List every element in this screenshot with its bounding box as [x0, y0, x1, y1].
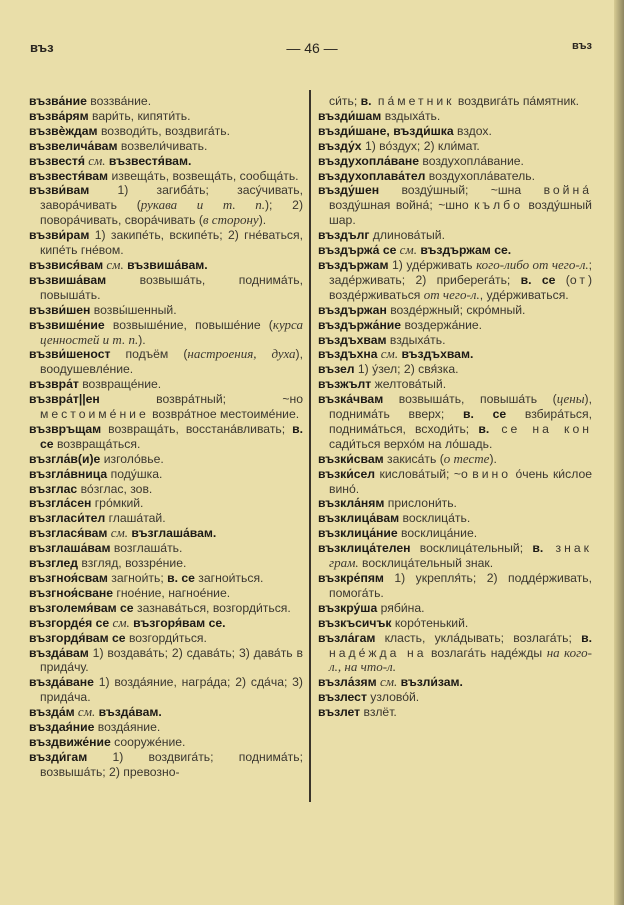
translation-text: длинова́тый. — [369, 228, 445, 243]
dictionary-entry — [29, 273, 303, 303]
dictionary-entry — [29, 347, 303, 377]
dictionary-entry — [318, 243, 592, 258]
translation-text: глаша́тай. — [105, 511, 166, 526]
headword: възгоря́вам се. — [129, 615, 226, 630]
headword: въздържа́ние — [318, 317, 402, 332]
headword: възвръщам — [29, 421, 102, 436]
headword: възгла́в(и)е — [29, 451, 101, 466]
headword: възклица́телен — [318, 541, 411, 556]
translation-text: возда́яние. — [94, 720, 161, 735]
usage-note: см. — [74, 704, 96, 720]
headword: възвестя́вам. — [105, 153, 192, 168]
headword: въздържам — [318, 257, 389, 272]
headword: въздържам се. — [416, 243, 512, 258]
translation-text: узлово́й. — [366, 690, 420, 705]
headword: възглаша́вам. — [128, 526, 217, 541]
translation-text: 1) возда́яние, награ́да; 2) сда́ча; 3) прида́ча. — [40, 675, 303, 705]
headword: възвися́вам — [29, 257, 104, 272]
headword: възголемя́вам се — [29, 600, 134, 615]
dictionary-entry — [29, 616, 303, 631]
headword: в. се — [520, 272, 556, 287]
headword: възда́вам. — [95, 705, 162, 720]
dictionary-entry — [318, 333, 592, 348]
headword: възгорде́я се — [29, 615, 110, 630]
translation-text: , уде́рживаться. — [479, 287, 569, 302]
usage-note: см. — [103, 256, 124, 272]
translation-text: 1) воздава́ть; 2) сдава́ть; 3) дава́ть в прида́чу. — [40, 645, 303, 675]
dictionary-entry — [318, 616, 592, 631]
translation-text: 1) уде́рживать — [388, 257, 477, 272]
usage-note: цены — [556, 391, 585, 407]
headword: въздухоплава́тел — [318, 168, 426, 183]
translation-text: возводи́ть, воздвига́ть. — [97, 123, 230, 138]
dictionary-entry — [29, 94, 303, 109]
example-phrase: вино — [472, 466, 512, 481]
headword: възкре́пям — [318, 571, 384, 585]
headword: възди́шам — [318, 108, 382, 123]
translation-text: 1) воздвига́ть; поднима́ть; возвыша́ть; 2) превозно- — [40, 749, 303, 779]
headword: в. се — [167, 571, 195, 585]
dictionary-entry — [318, 601, 592, 616]
translation-text: возлага́ть наде́жды — [426, 645, 547, 660]
dictionary-entry — [29, 183, 303, 228]
translation-text: ); 2) повора́чивать, свора́чивать ( — [40, 198, 304, 228]
headword: възди́гам — [29, 749, 88, 764]
headword: възжълт — [318, 377, 372, 392]
translation-text: возвраща́ться. — [53, 436, 141, 451]
dictionary-entry — [318, 228, 592, 243]
headword: възгордя́вам се — [29, 630, 126, 645]
headword: в. — [360, 94, 372, 108]
headword: възгноя́сване — [29, 585, 113, 600]
headword: възгноя́свам — [29, 571, 108, 585]
dictionary-entry — [29, 303, 303, 318]
translation-text: возвели́чивать. — [117, 138, 208, 153]
dictionary-entry — [29, 556, 303, 571]
translation-text: ( — [555, 272, 570, 287]
translation-text: 1) у́зел; 2) свя́зка. — [354, 362, 459, 377]
headword: възвиша́вам — [29, 272, 107, 287]
headword: възла́зям — [318, 675, 377, 690]
running-head-left: въз — [30, 40, 54, 55]
headword: въздъхна — [318, 347, 378, 362]
headword: въздая́ние — [29, 720, 95, 735]
translation-text: 1) закипе́ть, вскипе́ть; 2) гне́ваться, кипе́ть гне́вом. — [40, 228, 303, 258]
dictionary-entry — [29, 258, 303, 273]
dictionary-entry — [318, 183, 592, 228]
dictionary-entry — [29, 750, 303, 780]
dictionary-entry — [318, 452, 592, 467]
example-phrase: знак — [543, 541, 592, 556]
dictionary-entry — [318, 347, 592, 362]
dictionary-entry — [29, 482, 303, 497]
translation-text: поду́шка. — [107, 466, 163, 481]
dictionary-entry — [318, 258, 592, 303]
translation-text: прислони́ть. — [384, 496, 457, 511]
headword: възкла́ням — [318, 496, 385, 511]
dictionary-entry — [318, 631, 592, 676]
headword: възвра́т||ен — [29, 392, 100, 407]
translation-text: си́ть; — [329, 94, 361, 108]
translation-text: коро́тенький. — [391, 615, 469, 630]
headword: възду́х — [318, 138, 362, 153]
headword: въздвиже́ние — [29, 734, 111, 749]
headword: възвѐждам — [29, 123, 98, 138]
translation-text: взбира́ться, поднима́ться, всходи́ть; — [329, 407, 592, 436]
dictionary-entry — [318, 541, 592, 571]
translation-text: возвыша́ть, поднима́ть, повыша́ть. — [40, 272, 303, 302]
example-phrase: се на кон — [489, 421, 592, 436]
running-head-right: въз — [572, 40, 592, 52]
translation-text: взлёт. — [360, 705, 397, 720]
usage-note: грам. — [329, 555, 359, 571]
headword: в. — [478, 421, 490, 436]
headword: възду́шен — [318, 183, 380, 198]
dictionary-entry — [318, 571, 592, 601]
headword: възглас — [29, 481, 78, 496]
headword: въздълг — [318, 228, 370, 243]
headword: възвелича́вам — [29, 138, 118, 153]
headword: въздържан — [318, 302, 387, 317]
dictionary-entry — [318, 496, 592, 511]
dictionary-entry — [318, 705, 592, 720]
translation-text: изголо́вье. — [100, 451, 164, 466]
example-phrase: кълбо — [474, 198, 523, 213]
translation-text: ). — [138, 332, 146, 347]
dictionary-entry — [318, 154, 592, 169]
dictionary-entry — [318, 303, 592, 318]
headword: възвише́ние — [29, 317, 105, 332]
dictionary-entry — [29, 139, 303, 154]
dictionary-entry — [29, 452, 303, 467]
dictionary-entry — [318, 392, 592, 452]
headword: в. се — [462, 407, 507, 422]
headword: възгла́вница — [29, 466, 108, 481]
example-phrase: от — [569, 272, 588, 287]
usage-note: см. — [109, 614, 130, 630]
translation-text: восклица́тельный знак. — [358, 556, 494, 571]
dictionary-entry — [29, 646, 303, 676]
dictionary-entry — [29, 109, 303, 124]
translation-text: ). — [489, 451, 497, 466]
headword: възклица́ние — [318, 526, 398, 541]
headword: възви́рам — [29, 228, 90, 243]
translation-text: возвра́тное местоиме́ние. — [148, 407, 300, 422]
headword: възви́вам — [29, 183, 90, 198]
usage-note: см. — [376, 674, 398, 690]
headword: въздъхвам — [318, 332, 387, 347]
translation-text: извеща́ть, возвеща́ть, сообща́ть. — [108, 168, 299, 183]
dictionary-entry — [29, 228, 303, 258]
translation-text: закиса́ть ( — [383, 451, 444, 466]
headword: в. — [581, 630, 592, 645]
translation-text: ) возде́рживаться — [329, 272, 592, 302]
dictionary-entry — [29, 154, 303, 169]
headword: възлест — [318, 690, 367, 705]
dictionary-entry — [318, 467, 592, 497]
dictionary-entry — [29, 571, 303, 586]
translation-text: загнои́ть; — [107, 571, 168, 585]
usage-note: настроения, духа — [187, 346, 296, 362]
dictionary-entry — [29, 318, 303, 348]
usage-note: о тесте — [443, 450, 490, 466]
translation-text: вздыха́ть. — [386, 332, 446, 347]
translation-text: вздох. — [453, 123, 492, 138]
example-phrase: наде́жда на — [329, 645, 427, 660]
headword: възда́вам — [29, 645, 89, 660]
translation-text: воздержа́ние. — [401, 317, 483, 332]
dictionary-entry — [318, 124, 592, 139]
headword: възки́свам — [318, 451, 384, 466]
translation-text: воздухопла́вание. — [419, 153, 524, 168]
dictionary-entry — [318, 362, 592, 377]
translation-text: воззва́ние. — [86, 94, 152, 108]
translation-text: 1) укрепля́ть; 2) подде́рживать, помога́ть. — [329, 571, 592, 600]
dictionary-entry — [29, 392, 303, 422]
headword: възгласи́тел — [29, 511, 106, 526]
headword: в. се — [40, 421, 303, 451]
translation-text: вздыха́ть. — [381, 108, 441, 123]
dictionary-entry — [318, 690, 592, 705]
dictionary-entry — [29, 720, 303, 735]
usage-note: рукава и т. п. — [140, 197, 265, 213]
headword: възвра́т — [29, 377, 79, 392]
headword: възвиша́вам. — [123, 257, 208, 272]
translation-text: ), поднима́ть вверх; — [329, 392, 592, 422]
translation-text: вари́ть, кипяти́ть. — [88, 108, 191, 123]
translation-text: о́чень ки́слое вино́. — [329, 466, 593, 496]
dictionary-entry — [318, 675, 592, 690]
translation-text: возду́шный; ~шна — [379, 183, 544, 198]
usage-note: кого-либо от чего-л. — [476, 256, 589, 272]
translation-text: зазнава́ться, возгорди́ться. — [133, 600, 291, 615]
dictionary-entry — [318, 169, 592, 184]
translation-text: 1) во́здух; 2) кли́мат. — [361, 138, 480, 153]
translation-text: воздухопла́ватель. — [425, 168, 535, 183]
headword: възви́шен — [29, 302, 91, 317]
translation-text: сади́ться верхо́м на ло́шадь. — [329, 436, 493, 451]
left-column — [29, 94, 303, 780]
dictionary-entry — [318, 139, 592, 154]
translation-text: возвраща́ть, восстана́вливать; — [101, 421, 293, 436]
headword: възла́гам — [318, 630, 376, 645]
dictionary-entry — [29, 541, 303, 556]
headword: възклица́вам — [318, 511, 400, 526]
dictionary-entry — [318, 94, 592, 109]
translation-text: возвы́шенный. — [90, 302, 177, 317]
usage-note: курса ценностей и т. п. — [40, 316, 303, 347]
dictionary-entry — [29, 467, 303, 482]
dictionary-entry — [29, 496, 303, 511]
headword: възглася́вам — [29, 526, 108, 541]
dictionary-entry — [318, 526, 592, 541]
dictionary-entry — [29, 526, 303, 541]
headword: възки́сел — [318, 466, 376, 481]
dictionary-entry — [318, 377, 592, 392]
translation-text: ; заде́рживать; 2) приберега́ть; — [329, 257, 593, 287]
translation-text: возвраще́ние. — [78, 377, 162, 392]
translation-text: возвыше́ние, повыше́ние ( — [104, 317, 273, 332]
usage-note: см. — [84, 152, 106, 168]
headword: въздъхвам. — [398, 347, 474, 362]
headword: възкру́ша — [318, 600, 378, 615]
headword: възда́ване — [29, 675, 94, 690]
usage-note: см. — [396, 242, 417, 258]
usage-note: см. — [377, 346, 399, 362]
translation-text: возвыша́ть, повыша́ть ( — [383, 392, 557, 407]
page-number: — 46 — — [286, 40, 338, 56]
dictionary-entry — [29, 422, 303, 452]
headword: възка́чвам — [318, 392, 384, 407]
usage-note: см. — [107, 525, 129, 541]
headword: възли́зам. — [397, 675, 463, 690]
dictionary-entry — [318, 318, 592, 333]
headword: възглед — [29, 556, 78, 571]
headword: възва́рям — [29, 108, 89, 123]
headword: възглаша́вам — [29, 541, 111, 556]
translation-text: ряби́на. — [377, 600, 425, 615]
example-phrase: па́метник — [371, 94, 455, 108]
translation-text: ). — [258, 213, 267, 228]
headword: възкъсичък — [318, 615, 392, 630]
translation-text: загнои́ться. — [194, 571, 264, 585]
translation-text: сооруже́ние. — [110, 734, 186, 749]
right-column — [318, 94, 592, 720]
translation-text: гро́мкий. — [91, 496, 144, 511]
headword: възва́ние — [29, 94, 87, 108]
example-phrase: война́ — [543, 183, 592, 198]
dictionary-entry — [29, 675, 303, 705]
translation-text: возвра́тный; ~но — [99, 392, 303, 407]
dictionary-entry — [29, 601, 303, 616]
translation-text: подъём ( — [110, 347, 188, 362]
usage-note: в сторону — [202, 212, 259, 228]
translation-text: воздвига́ть па́мятник. — [454, 94, 580, 108]
dictionary-entry — [29, 631, 303, 646]
dictionary-entry — [29, 735, 303, 750]
translation-text: желтова́тый. — [371, 377, 447, 392]
translation-text: кислова́тый; ~о — [375, 466, 473, 481]
translation-text: во́зглас, зов. — [77, 481, 153, 496]
example-phrase: местоиме́ние — [40, 407, 149, 422]
translation-text: восклица́тельный; — [410, 541, 533, 556]
page-edge-shadow — [614, 0, 624, 905]
headword: възди́шане, възди́шка — [318, 123, 454, 138]
headword: въздухопла́ване — [318, 153, 419, 168]
usage-note: на кого-л., на что-л. — [329, 644, 593, 675]
dictionary-entry — [318, 109, 592, 124]
dictionary-entry — [29, 124, 303, 139]
dictionary-entry — [29, 705, 303, 720]
headword: възда́м — [29, 705, 75, 720]
translation-text: взгляд, воззре́ние. — [78, 556, 187, 571]
translation-text: возду́шный шар. — [329, 198, 592, 228]
headword: възвестя́вам — [29, 168, 109, 183]
headword: в. — [532, 541, 544, 556]
dictionary-entry — [29, 377, 303, 392]
dictionary-entry — [29, 586, 303, 601]
headword: възгла́сен — [29, 496, 92, 511]
headword: възви́шеност — [29, 347, 111, 362]
translation-text: возду́шная война́; ~шно — [329, 198, 475, 213]
headword: въздържа́ се — [318, 243, 397, 258]
dictionary-entry — [318, 511, 592, 526]
dictionary-entry — [29, 511, 303, 526]
headword: възвестя́ — [29, 153, 85, 168]
translation-text: возде́ржный; скро́мный. — [386, 302, 526, 317]
translation-text: класть, укла́дывать; возлага́ть; — [375, 630, 582, 645]
dictionary-entry — [29, 169, 303, 184]
translation-text: возглаша́ть. — [110, 541, 183, 556]
translation-text: возгорди́ться. — [125, 630, 207, 645]
translation-text: восклица́ть. — [399, 511, 471, 526]
column-divider — [309, 90, 311, 802]
headword: възел — [318, 362, 355, 377]
usage-note: от чего-л. — [423, 286, 480, 302]
headword: възлет — [318, 705, 361, 720]
translation-text: гное́ние, нагное́ние. — [113, 585, 231, 600]
translation-text: 1) загиба́ть; засу́чивать, завора́чивать ( — [40, 183, 303, 213]
translation-text: восклица́ние. — [397, 526, 478, 541]
translation-text: ), воодушевле́ние. — [40, 347, 303, 377]
